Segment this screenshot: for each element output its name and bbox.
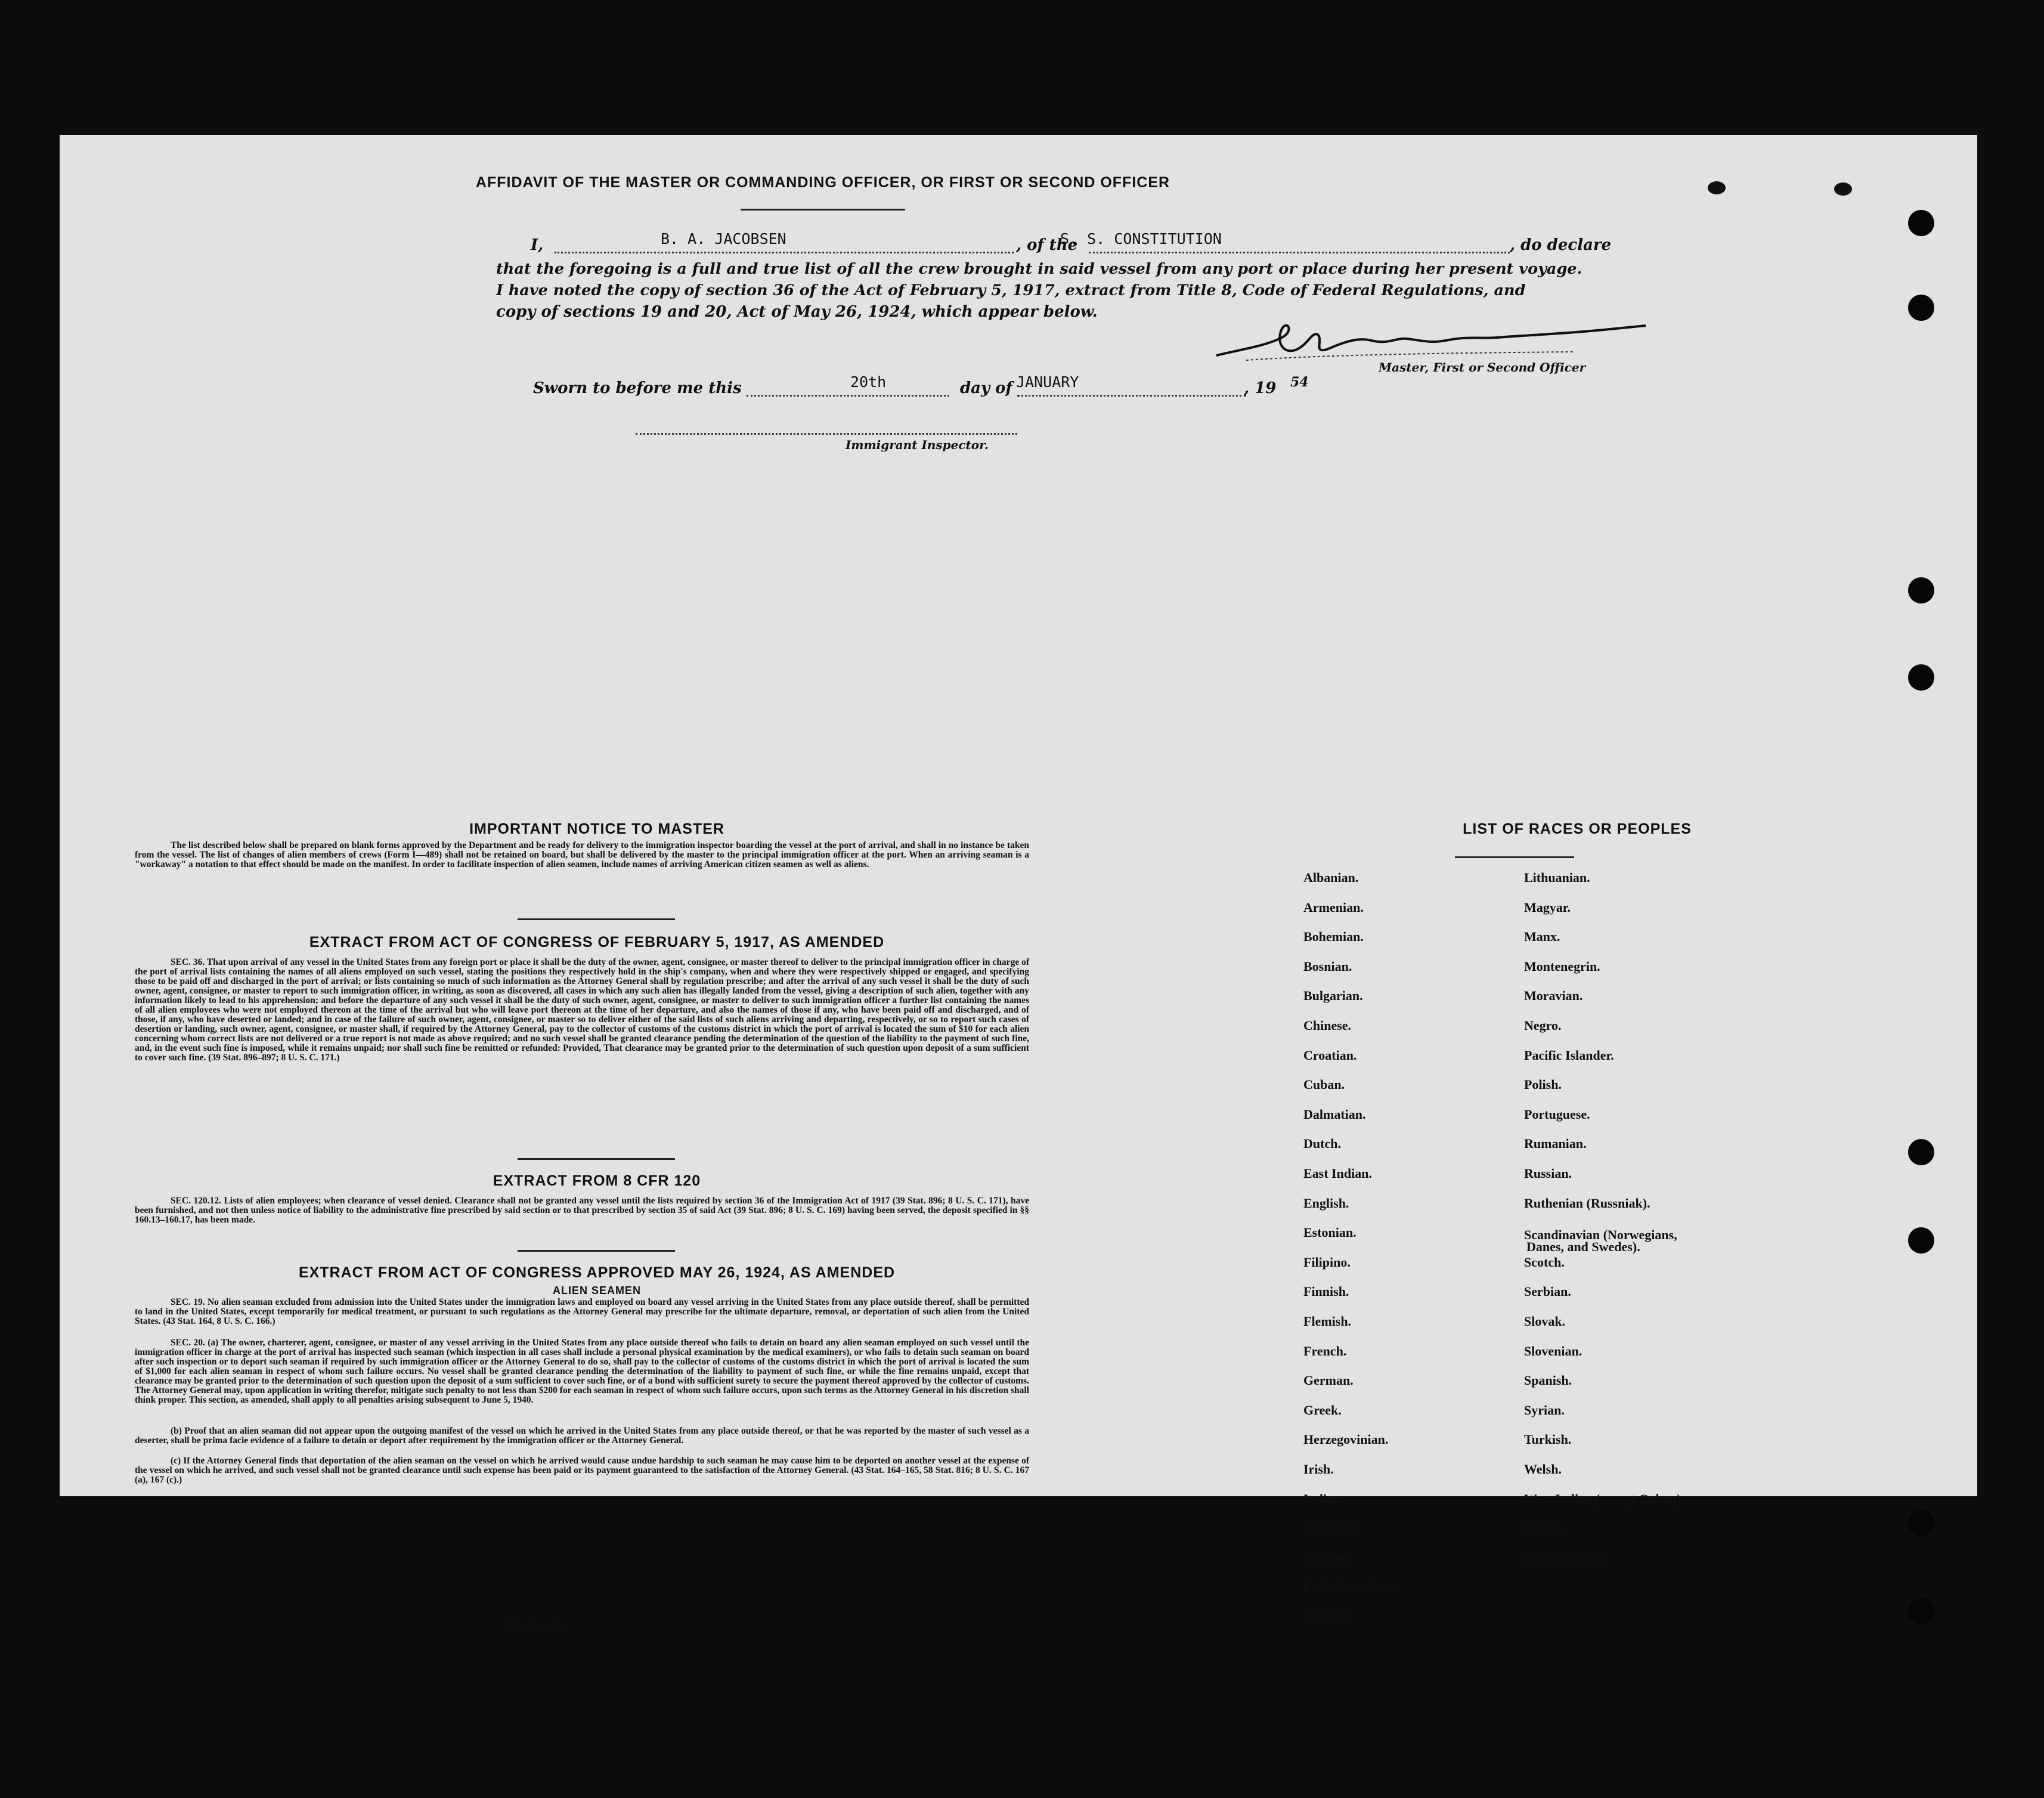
race-item: Scotch. (1524, 1254, 1565, 1270)
race-item: Rumanian. (1524, 1136, 1587, 1152)
vessel-name: S. S. CONSTITUTION (1060, 230, 1222, 247)
race-item: Polish. (1524, 1077, 1562, 1093)
race-item: Dutch. (1303, 1136, 1341, 1152)
year-prefix: , 19 (1244, 379, 1277, 397)
binder-hole (1908, 1598, 1934, 1624)
race-item: Filipino. (1303, 1254, 1351, 1270)
binder-hole (1908, 295, 1934, 321)
race-item: Serbian. (1524, 1284, 1571, 1299)
race-item: Ruthenian (Russniak). (1524, 1195, 1650, 1211)
notice-text: The list described below shall be prepared on blank forms approved by the Department and be ready for delivery to the immigration inspector boarding the vessel at the port of arrival, and shall in no instance be taken from the vessel. The list of changes of alien members of crews (Form I—489) shall not be retained on board, but shall be delivered by the master to the principal immigration officer at the port. When an arriving seaman is a "workaway" a notation to that effect should be made on the manifest. In order to facilitate inspection of alien seamen, include names of arriving American citizen seamen as well as aliens. (135, 840, 1029, 869)
race-item: Welsh. (1524, 1462, 1562, 1477)
race-item: Slovenian. (1524, 1343, 1582, 1358)
race-item: West Indian (except Cuban). (1524, 1491, 1684, 1506)
day-of: day of (960, 379, 1012, 397)
notice-rule (518, 918, 675, 920)
printed-in-usa: Printed in U.S.A. (508, 1622, 565, 1630)
name-blank (555, 252, 1014, 253)
signature-image (1193, 314, 1658, 367)
affidavit-line-3: I have noted the copy of section 36 of the Act of February 5, 1917, extract from Title 8, Code of Federal Regulations, and (496, 281, 1526, 299)
race-item: White. (1524, 1521, 1562, 1536)
inspector-label: Immigrant Inspector. (846, 438, 989, 452)
extract-1917-title: EXTRACT FROM ACT OF CONGRESS OF FEBRUARY 5, 1917, AS AMENDED (309, 934, 885, 951)
month-blank (1017, 395, 1246, 397)
race-item: Turkish. (1524, 1432, 1572, 1447)
race-item: Japanese. (1303, 1521, 1358, 1536)
race-item: Flemish. (1303, 1314, 1352, 1329)
binder-hole (1908, 1227, 1934, 1254)
race-item: Lithuanian. (1524, 870, 1590, 885)
sec-20a-text: SEC. 20. (a) The owner, charterer, agent, consignee, or master of any vessel arriving in the United States from any place outside thereof who fails to detain on board any alien seaman employed on such vessel until the immigration officer in charge at the port of arrival has inspected such seaman (which inspection in all cases shall include a personal physical examination by the medical examiners), or who fails to detain such seaman on board after such inspection or to deport such seaman if required by such immigration officer or the Attorney General to do so, shall pay to the collector of customs of the customs district in which the port of arrival is located the sum of $1,000 for each alien seaman in respect of whom such failure occurs. No vessel shall be granted clearance pending the determination of the liability to payment of such fine, or while the fine remains unpaid, except that clearance may be granted prior to the determination of such question upon the deposit of a sum sufficient to cover such fine, or of a bond with sufficient surety to secure the payment thereof approved by the collector of customs. The Attorney General may, upon application in writing therefor, mitigate such penalty to not less than $200 for each seaman in respect of whom such failure occurs, upon such terms as the Attorney General in his discretion shall think proper. This section, as amended, shall apply to all penalties arising subsequent to June 5, 1940. (135, 1338, 1029, 1405)
race-item: Irish. (1303, 1462, 1334, 1477)
race-item: Herzegovinian. (1303, 1432, 1389, 1447)
race-item: Other Peoples. (1524, 1550, 1606, 1565)
binder-hole (1908, 1510, 1934, 1536)
race-item: Bulgarian. (1303, 988, 1363, 1004)
race-item: Korean. (1303, 1550, 1349, 1565)
race-item: Slovak. (1524, 1314, 1566, 1329)
day-blank (747, 395, 949, 397)
title-rule (741, 209, 905, 211)
race-item: Pacific Islander. (1524, 1047, 1614, 1063)
race-item: Magyar. (1524, 899, 1571, 915)
extract-1924-subtitle: ALIEN SEAMEN (552, 1285, 641, 1296)
race-item: Moravian. (1524, 988, 1583, 1004)
affidavit-line-4: copy of sections 19 and 20, Act of May 26, 1924, which appear below. (496, 303, 1098, 321)
affidavit-i: I, (531, 236, 544, 254)
vessel-blank (1089, 252, 1510, 253)
officer-name: B. A. JACOBSEN (661, 230, 786, 247)
race-item: Russian. (1524, 1166, 1572, 1181)
cfr-title: EXTRACT FROM 8 CFR 120 (493, 1172, 701, 1189)
race-item: Armenian. (1303, 899, 1364, 915)
punch-mark (1708, 181, 1726, 194)
affidavit-line-2: that the foregoing is a full and true list of all the crew brought in said vessel from any port or place during her present voyage. (496, 260, 1582, 278)
affidavit-declare: , do declare (1510, 236, 1612, 254)
race-item: Italian. (1303, 1491, 1344, 1506)
race-item: Latvian. (1303, 1610, 1351, 1624)
sec-20c-text: (c) If the Attorney General finds that deportation of the alien seaman on the vessel on which he arrived would cause undue hardship to such seaman he may cause him to be deported on another vessel at the expense of the vessel on which he arrived, and such vessel shall not be granted clearance until such expense has been paid or its payment guaranteed to the satisfaction of the Attorney General. (43 Stat. 164–165, 58 Stat. 816; 8 U. S. C. 167 (a), 167 (c).) (135, 1456, 1029, 1485)
race-item: Cuban. (1303, 1077, 1345, 1093)
race-item: Spanish. (1524, 1373, 1572, 1388)
sworn-day: 20th (850, 373, 887, 391)
punch-mark (1834, 182, 1852, 196)
sworn-prefix: Sworn to before me this (533, 379, 742, 397)
cfr-rule (518, 1250, 675, 1252)
race-item: Bohemian. (1303, 929, 1364, 945)
signer-title: Master, First or Second Officer (1379, 360, 1586, 375)
race-item: French. (1303, 1343, 1347, 1358)
race-item: Latin American. (1303, 1580, 1395, 1595)
race-item: East Indian. (1303, 1166, 1372, 1181)
sworn-month: JANUARY (1016, 373, 1079, 391)
race-item: Dalmatian. (1303, 1106, 1366, 1122)
race-item: Negro. (1524, 1018, 1562, 1033)
extract-1917-rule (518, 1158, 675, 1160)
race-item: Chinese. (1303, 1018, 1352, 1033)
inspector-blank (636, 433, 1017, 435)
binder-hole (1908, 1139, 1934, 1165)
races-rule (1455, 856, 1574, 858)
race-item: Danes, and Swedes). (1526, 1239, 1640, 1255)
race-item: Portuguese. (1524, 1106, 1590, 1122)
binder-hole (1908, 664, 1934, 691)
year-suffix: 54 (1290, 375, 1309, 390)
race-item: Bosnian. (1303, 958, 1352, 974)
race-item: Montenegrin. (1524, 958, 1600, 974)
race-item: Syrian. (1524, 1402, 1565, 1418)
race-item: Greek. (1303, 1402, 1342, 1418)
document-page (60, 135, 1977, 1630)
race-item: Estonian. (1303, 1225, 1357, 1240)
races-title: LIST OF RACES OR PEOPLES (1463, 821, 1692, 837)
race-item: German. (1303, 1373, 1354, 1388)
affidavit-of-the: , of the (1016, 236, 1078, 254)
race-item: Manx. (1524, 929, 1560, 945)
sec-20b-text: (b) Proof that an alien seaman did not appear upon the outgoing manifest of the vessel on which he arrived in the United States from any place outside thereof, or that he was reported by the master of such vessel as a deserter, shall be prima facie evidence of a failure to detain or deport after requirement by the immigration officer or the Attorney General. (135, 1426, 1029, 1446)
race-item: Scandinavian (Norwegians, (1524, 1227, 1677, 1243)
notice-title: IMPORTANT NOTICE TO MASTER (469, 821, 724, 837)
affidavit-title: AFFIDAVIT OF THE MASTER OR COMMANDING OFFICER, OR FIRST OR SECOND OFFICER (475, 174, 1170, 191)
extract-1917-text: SEC. 36. That upon arrival of any vessel in the United States from any foreign port or place it shall be the duty of the owner, agent, consignee, or master thereof to deliver to the principal immigration officer in charge of the port of arrival lists containing the names of all aliens employed on such vessel, stating the positions they respectively hold in the ship's company, when and where they were respectively shipped or engaged, and specifying those to be paid off and discharged in the port of arrival; or lists containing so much of such information as the Attorney General shall by regulation prescribe; and after the arrival of any such vessel it shall be the duty of such owner, agent, consignee, or master to report to such immigration officer, in writing, as soon as discovered, all cases in which any such alien has illegally landed from the vessel, giving a description of such alien, together with any information likely to lead to his apprehension; and before the departure of any such vessel it shall be the duty of such owner, agent, consignee, or master to deliver to such immigration officer a further list containing the names of all alien employees who were not employed thereon at the time of the arrival but who will leave port thereon at the time of her departure, and also the names of those if any, who have been paid off and discharged, and of those, if any, who have deserted or landed; and in case of the failure of such owner, agent, consignee, or master so to deliver either of the said lists of such aliens arriving and departing, respectively, or so to report such cases of desertion or landing, such owner, agent, consignee, or master shall, if required by the Attorney General, pay to the collector of customs of the customs district in which the port of arrival is located the sum of $10 for each alien concerning whom correct lists are not delivered or a true report is not made as above required; and no such vessel shall be granted clearance pending the determination of the question of the liability to the payment of such fine, and, in the event such fine is imposed, while it remains unpaid; nor shall such fine be remitted or refunded: Provided, That clearance may be granted prior to the determination of such question upon deposit of a sum sufficient to cover such fine. (39 Stat. 896–897; 8 U. S. C. 171.) (135, 957, 1029, 1063)
race-item: Albanian. (1303, 870, 1359, 885)
cfr-text: SEC. 120.12. Lists of alien employees; when clearance of vessel denied. Clearance shall not be granted any vessel until the lists required by section 36 of the Immigration Act of 1917 (39 Stat. 896; 8 U. S. C. 171), have been furnished, and not then unless notice of liability to the administrative fine prescribed by said section or to that prescribed by section 35 of said Act (39 Stat. 896; 8 U. S. C. 169) having been served, the deposit specified in §§ 160.13–160.17, has been made. (135, 1196, 1029, 1225)
race-item: English. (1303, 1195, 1349, 1211)
sec-19-text: SEC. 19. No alien seaman excluded from admission into the United States under the immigration laws and employed on board any vessel arriving in the United States from any place outside thereof, shall be permitted to land in the United States, except temporarily for medical treatment, or pursuant to such regulations as the Attorney General may prescribe for the ultimate departure, removal, or deportation of such alien from the United States. (43 Stat. 164, 8 U. S. C. 166.) (135, 1297, 1029, 1326)
binder-hole (1908, 577, 1934, 604)
race-item: Finnish. (1303, 1284, 1349, 1299)
extract-1924-title: EXTRACT FROM ACT OF CONGRESS APPROVED MAY 26, 1924, AS AMENDED (298, 1264, 896, 1281)
binder-hole (1908, 210, 1934, 236)
race-item: Croatian. (1303, 1047, 1357, 1063)
